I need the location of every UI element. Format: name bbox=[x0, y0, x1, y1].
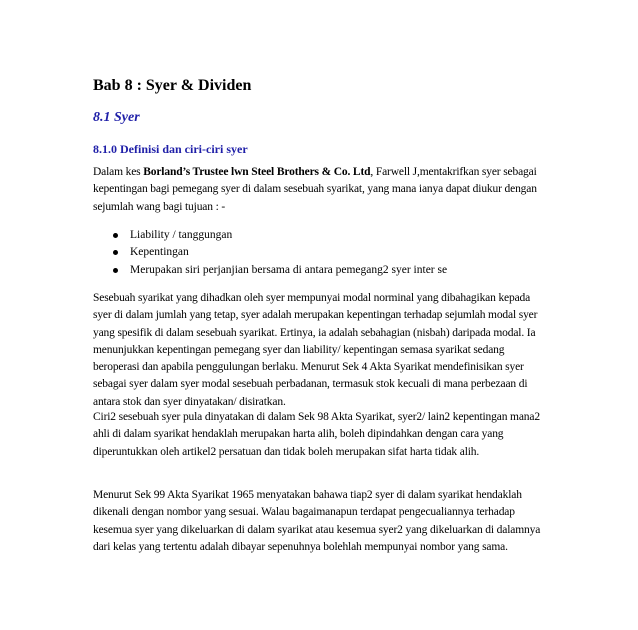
paragraph-definition-intro: Dalam kes bbox=[93, 166, 144, 178]
bullet-icon bbox=[113, 250, 118, 255]
paragraph-definition-rest: , Farwell J,mentakrifkan syer sebagai kepentingan bagi pemegang syer di dalam sesebuah syarikat, yang mana ianya dapat diukur dengan sejumlah wang bagi tujuan : - bbox=[93, 166, 537, 213]
paragraph-share-characteristics: Ciri2 sesebuah syer pula dinyatakan di dalam Sek 98 Akta Syarikat, syer2/ lain2 kepentingan mana2 ahli di dalam syarikat hendaklah merupakan harta alih, boleh dipindahkan dengan cara yang diperuntukkan oleh artikel2 persatuan dan tidak boleh merupakan sifat harta tidak alih. bbox=[93, 411, 540, 458]
list-item bbox=[93, 244, 447, 261]
chapter-title: Bab 8 : Syer & Dividen bbox=[93, 77, 252, 94]
bullet-icon bbox=[113, 268, 118, 273]
list-item-text: Liability / tanggungan bbox=[130, 229, 233, 241]
paragraph-share-numbering: Menurut Sek 99 Akta Syarikat 1965 menyatakan bahawa tiap2 syer di dalam syarikat hendaklah dikenali dengan nombor yang sesuai. Walau bagaimanapun terdapat pengecualiannya terhadap kesemua syer yang dikeluarkan di dalam syarikat atau kesemua syer2 yang dikeluarkan di dalamnya dari kelas yang tertentu adalah dibayar sepenuhnya bolehlah mempunyai nombor yang sama. bbox=[93, 489, 541, 553]
subsection-title: 8.1.0 Definisi dan ciri-ciri syer bbox=[93, 142, 248, 156]
list-item-text: Merupakan siri perjanjian bersama di antara pemegang2 syer inter se bbox=[130, 263, 448, 276]
list-item bbox=[93, 227, 447, 244]
paragraph-definition bbox=[93, 164, 551, 216]
section-title: 8.1 Syer bbox=[93, 110, 140, 125]
list-item-text: Kepentingan bbox=[130, 246, 189, 259]
case-name: Borland’s Trustee lwn Steel Brothers & Co. Ltd bbox=[143, 166, 371, 178]
bullet-icon bbox=[113, 233, 118, 238]
document-page bbox=[93, 76, 551, 553]
paragraph-share-capital: Sesebuah syarikat yang dihadkan oleh syer mempunyai modal norminal yang dibahagikan kepada syer di dalam jumlah yang tetap, syer adalah merupakan kepentingan terhadap sejumlah modal syer yang spesifik di dalam sesebuah syarikat. Ertinya, ia adalah sebahagian (nisbah) daripada modal. Ia menunjukkan kepentingan pemegang syer dan liability/ kepentingan semasa syarikat sedang beroperasi dan apabila penggulungan berlaku. Menurut Sek 4 Akta Syarikat mendefinisikan syer sebagai syer dalam syer modal sesebuah perbadanan, termasuk stok kecuali di mana perbezaan di antara stok dan syer dinyatakan/ disiratkan. bbox=[93, 292, 538, 408]
bullet-list bbox=[93, 227, 447, 279]
list-item bbox=[93, 262, 447, 279]
